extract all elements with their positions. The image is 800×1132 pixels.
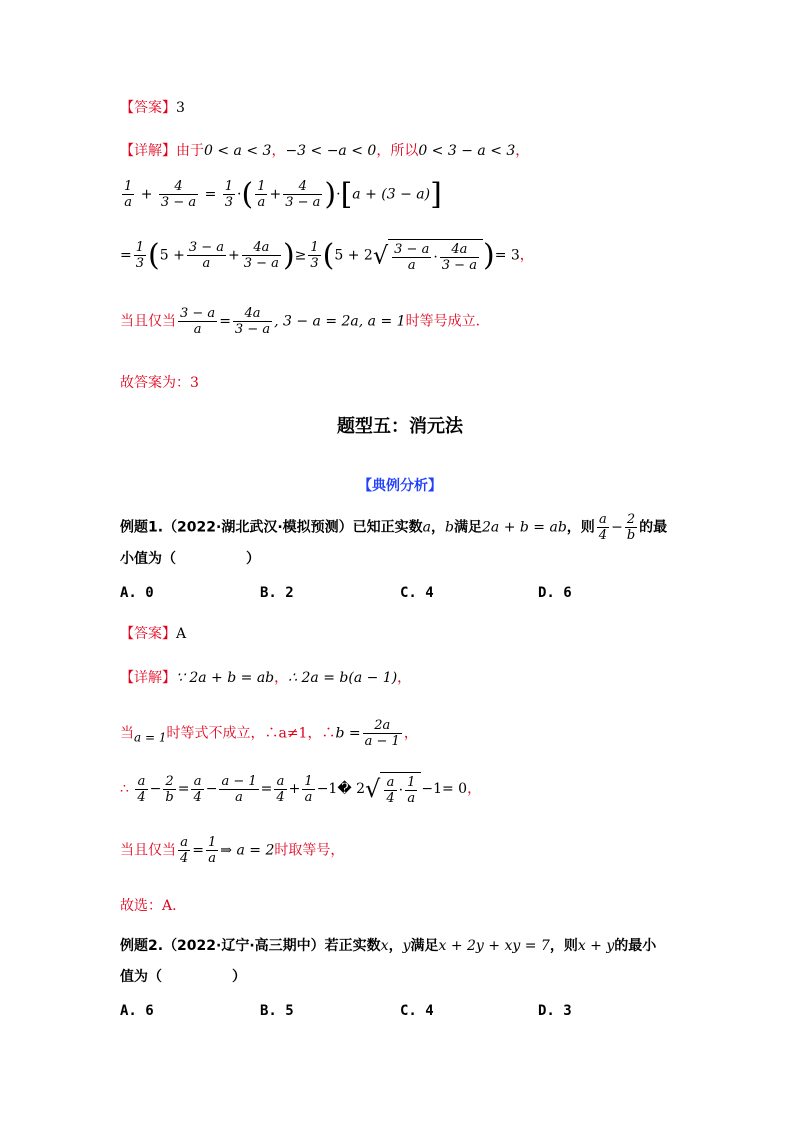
denominator: a bbox=[407, 257, 416, 273]
result: = 0 bbox=[442, 781, 468, 797]
numerator: 4a bbox=[242, 240, 281, 256]
numerator: 3 − a bbox=[180, 306, 216, 321]
condition-text: 时等式不成立，∴a≠1，∴ bbox=[166, 725, 336, 742]
answer-tag: 【答案】 bbox=[120, 626, 176, 642]
bracket-expression: a + (3 − a) bbox=[352, 186, 431, 203]
condition-text: 当 bbox=[120, 725, 134, 742]
denominator: 4 bbox=[137, 789, 146, 805]
fraction bbox=[187, 240, 226, 271]
garbled-symbol: −1� 2 bbox=[316, 781, 366, 797]
denominator: 3 − a bbox=[234, 322, 271, 337]
numerator: 4a bbox=[440, 242, 479, 258]
example-1-line-1 bbox=[120, 512, 667, 543]
fraction bbox=[308, 240, 320, 271]
section-subtitle: 【典例分析】 bbox=[358, 478, 442, 494]
numerator: a bbox=[135, 774, 147, 790]
numerator: 1 bbox=[208, 835, 217, 850]
example-label: 例题2. bbox=[120, 938, 164, 954]
plus-sign: + bbox=[228, 247, 240, 264]
condition-text: 时取等号， bbox=[274, 842, 345, 859]
detail-2-line-4: 当且仅当 $\frac{a}{4}$ = $\frac{1}{a}$ ⇒ a = 2时取等号， bbox=[120, 835, 345, 866]
question-text: ） bbox=[246, 551, 260, 567]
numerator: 2 bbox=[163, 774, 175, 790]
fraction bbox=[206, 835, 218, 866]
numerator: a − 1 bbox=[221, 773, 257, 789]
detail-line-1 bbox=[120, 140, 529, 160]
denominator: 4 bbox=[193, 789, 202, 805]
given-equation: ∵ 2a + b = ab bbox=[176, 670, 275, 686]
derived-equation: ∴ 2a = b(a − 1) bbox=[288, 670, 398, 686]
option-c: C. 4 bbox=[400, 585, 434, 601]
fraction bbox=[191, 774, 203, 805]
denominator: 4 bbox=[276, 789, 285, 805]
numerator: a bbox=[384, 775, 396, 791]
denominator: a bbox=[235, 789, 243, 805]
detail-tag: 【详解】 bbox=[120, 143, 176, 159]
denominator: b bbox=[165, 789, 174, 805]
condition-text: 时等号成立. bbox=[405, 313, 481, 330]
denominator: 3 − a bbox=[243, 256, 279, 271]
term: 5 + 2 bbox=[334, 247, 373, 264]
section-title: 题型五：消元法 bbox=[337, 416, 463, 437]
example-1-line-2 bbox=[120, 548, 260, 568]
option-b: B. 2 bbox=[260, 585, 294, 601]
radical-icon: √ bbox=[365, 775, 381, 803]
separator: ， bbox=[519, 247, 534, 264]
condition-text: 满足 bbox=[454, 519, 482, 536]
implication: ⇒ a = 2 bbox=[220, 842, 275, 859]
fraction bbox=[384, 775, 396, 806]
denominator: 3 bbox=[135, 256, 145, 271]
fraction bbox=[597, 512, 609, 543]
separator: ， bbox=[403, 725, 418, 742]
condition-text: 满足 bbox=[410, 938, 439, 954]
constraint-equation: x + 2y + xy = 7 bbox=[438, 938, 550, 954]
numerator: 1 bbox=[224, 179, 234, 194]
fraction bbox=[405, 775, 417, 806]
example-label: 例题1. bbox=[120, 519, 164, 536]
denominator: a bbox=[124, 195, 133, 210]
numerator: a bbox=[191, 774, 203, 790]
question-text: 的最 bbox=[639, 519, 668, 536]
fraction bbox=[255, 179, 267, 210]
result: = 3 bbox=[494, 247, 520, 264]
denominator: a bbox=[193, 322, 202, 337]
example-2-line-1 bbox=[120, 935, 656, 955]
separator: ， bbox=[274, 670, 289, 686]
fraction bbox=[122, 179, 134, 210]
denominator: a bbox=[208, 851, 217, 866]
numerator: a bbox=[274, 774, 286, 790]
equation-lhs: b = bbox=[335, 725, 361, 742]
detail-tag: 【详解】 bbox=[120, 670, 176, 686]
condition-text: 当且仅当 bbox=[120, 313, 176, 330]
numerator: 1 bbox=[124, 179, 133, 194]
denominator: 3 bbox=[310, 256, 319, 271]
therefore-symbol: ∴ bbox=[120, 781, 129, 797]
fraction bbox=[392, 242, 431, 273]
variable-y: y bbox=[402, 938, 411, 954]
fraction bbox=[302, 774, 314, 805]
radical-icon: √ bbox=[372, 241, 389, 270]
condition-3: 0 < 3 − a < 3 bbox=[418, 143, 516, 159]
fraction bbox=[178, 306, 217, 337]
numerator: 1 bbox=[310, 240, 319, 255]
detail-2-line-3: ∴ $\frac{a}{4}$ − $\frac{2}{b}$ = $\frac{a}{4}$ − $\frac{a - 1}{a}$ = $\frac{a}{4}$ + $\frac{1}{a}$ −1� 2√ $\frac{a}{4}$ · $\frac{1}{a}$ −1= 0， bbox=[120, 773, 482, 806]
inequality-sign: ≥ bbox=[294, 247, 307, 264]
fraction bbox=[223, 179, 235, 210]
denominator: a − 1 bbox=[364, 734, 400, 749]
question-text: ） bbox=[232, 969, 246, 985]
answer-line-2 bbox=[120, 623, 186, 643]
numerator: 4 bbox=[159, 179, 198, 195]
denominator: a bbox=[257, 195, 266, 210]
equals-sign: = bbox=[120, 247, 132, 264]
connector-text: ，则 bbox=[549, 938, 578, 954]
denominator: 3 − a bbox=[285, 195, 321, 210]
denominator: 3 − a bbox=[441, 257, 477, 273]
numerator: 1 bbox=[407, 775, 416, 790]
numerator: 4 bbox=[283, 179, 322, 195]
example-source: （2022·湖北武汉·模拟预测）已知正实数 bbox=[163, 519, 423, 536]
equals-sign: = bbox=[204, 186, 217, 203]
condition-equation: a = 1 bbox=[134, 730, 167, 745]
answer-tag: 【答案】 bbox=[120, 100, 176, 116]
denominator: a bbox=[304, 789, 313, 805]
answer-value: A bbox=[176, 626, 187, 642]
fraction bbox=[283, 179, 322, 210]
equality-condition: , 3 − a = 2a, a = 1 bbox=[274, 313, 406, 330]
fraction bbox=[440, 242, 479, 273]
denominator: b bbox=[626, 528, 636, 543]
denominator: 4 bbox=[598, 528, 608, 543]
detail-2-line-2 bbox=[120, 718, 418, 749]
final-answer-1: 故答案为：3 bbox=[120, 375, 199, 391]
numerator: 1 bbox=[304, 773, 313, 789]
numerator: 3 − a bbox=[188, 240, 225, 255]
equation-line-1: $\frac{1}{a}$ + $\frac{4}{3 - a}$ = $\frac{1}{3}$ ·( $\frac{1}{a}$ + $\frac{4}{3 - a}$ )·[a + (3 − a)] bbox=[124, 177, 442, 212]
denominator: 3 − a bbox=[160, 195, 197, 210]
fraction bbox=[274, 774, 286, 805]
option-d: D. 3 bbox=[538, 1003, 572, 1019]
term: 5 + bbox=[159, 247, 185, 264]
separator: ， bbox=[388, 938, 403, 954]
separator: ， bbox=[515, 143, 530, 159]
option-c: C. 4 bbox=[400, 1003, 434, 1019]
fraction bbox=[625, 512, 637, 543]
variable-x: x bbox=[380, 938, 389, 954]
condition-2: −3 < −a < 0 bbox=[285, 143, 377, 159]
denominator: 3 bbox=[224, 195, 234, 210]
condition-text: 当且仅当 bbox=[120, 842, 176, 859]
option-b: B. 5 bbox=[260, 1003, 294, 1019]
answer-line-1 bbox=[120, 97, 185, 117]
example-2-line-2 bbox=[120, 966, 246, 986]
numerator: a bbox=[178, 835, 190, 851]
denominator: 4 bbox=[386, 791, 395, 806]
fraction bbox=[363, 718, 402, 749]
numerator: 2 bbox=[625, 512, 637, 528]
separator: ， bbox=[397, 670, 412, 686]
numerator: 3 − a bbox=[394, 241, 430, 257]
variable-b: b bbox=[445, 519, 454, 536]
fraction bbox=[135, 774, 147, 805]
constraint-equation: 2a + b = ab bbox=[482, 519, 567, 536]
fraction bbox=[233, 306, 272, 337]
detail-2-conclusion: 故选：A. bbox=[120, 898, 177, 914]
option-d: D. 6 bbox=[538, 585, 572, 601]
fraction bbox=[134, 240, 146, 271]
separator: ， bbox=[467, 781, 482, 797]
option-a: A. 6 bbox=[120, 1003, 154, 1019]
separator: ， bbox=[271, 143, 286, 159]
variable-a: a bbox=[422, 519, 432, 536]
dot: · bbox=[433, 249, 438, 265]
fraction bbox=[163, 774, 175, 805]
numerator: a bbox=[597, 512, 609, 528]
fraction bbox=[178, 835, 190, 866]
question-text: 的最小 bbox=[614, 938, 657, 954]
numerator: 4a bbox=[233, 306, 272, 322]
numerator: 1 bbox=[135, 240, 145, 255]
minus-sign: − bbox=[611, 519, 623, 536]
numerator: 1 bbox=[257, 179, 266, 194]
target-expression: x + y bbox=[577, 938, 615, 954]
radicand: $\frac{a}{4}$ · $\frac{1}{a}$ bbox=[380, 772, 421, 806]
denominator: a bbox=[407, 791, 416, 806]
fraction bbox=[159, 179, 198, 210]
question-text: 小值为（ bbox=[120, 551, 176, 567]
example-source: （2022·辽宁·高三期中）若正实数 bbox=[163, 938, 381, 954]
condition-1: 0 < a < 3 bbox=[204, 143, 272, 159]
detail-text: 由于 bbox=[176, 143, 204, 159]
option-a: A. 0 bbox=[120, 585, 154, 601]
fraction bbox=[219, 774, 258, 805]
fraction bbox=[242, 240, 281, 271]
radicand bbox=[388, 239, 483, 273]
answer-value: 3 bbox=[176, 100, 185, 116]
connector-text: ，则 bbox=[566, 519, 595, 536]
detail-text: ，所以 bbox=[376, 143, 419, 159]
equality-line-1: 当且仅当 $\frac{3 - a}{a}$ = $\frac{4a}{3 - a}$ , 3 − a = 2a, a = 1时等号成立. bbox=[120, 306, 481, 337]
equation-line-2: = $\frac{1}{3}$ (5 + $\frac{3 - a}{a}$ + $\frac{4a}{3 - a}$ )≥ $\frac{1}{3}$ (5 + 2√ $\frac{3 - a}{a}$ · $\frac{4a}{3 - a}$ )= 3， bbox=[120, 238, 534, 273]
denominator: 4 bbox=[180, 851, 189, 866]
separator: ， bbox=[431, 519, 446, 536]
numerator: 2a bbox=[363, 718, 402, 734]
detail-2-line-1 bbox=[120, 667, 411, 687]
denominator: a bbox=[202, 256, 211, 271]
question-text: 值为（ bbox=[120, 969, 162, 985]
